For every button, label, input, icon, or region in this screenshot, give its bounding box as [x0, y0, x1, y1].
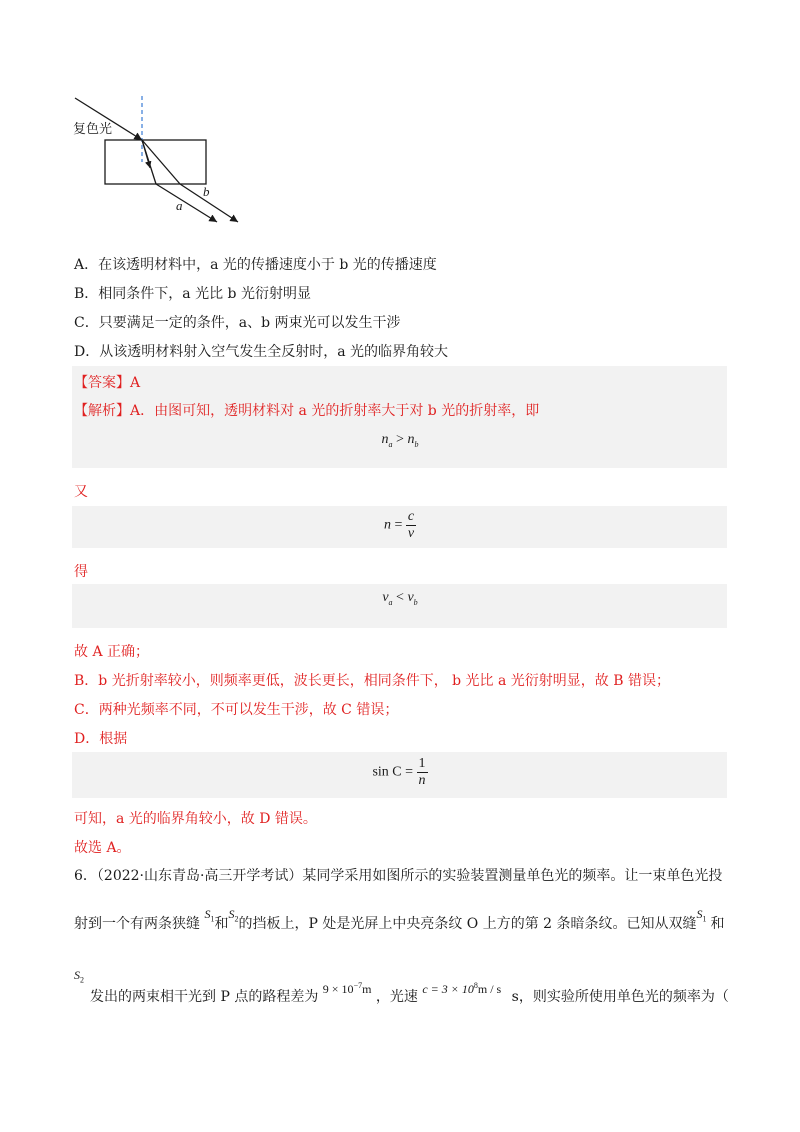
label-a: a: [176, 198, 183, 213]
text-de: 得: [74, 564, 88, 580]
refraction-diagram: [70, 92, 250, 232]
equation-4: sin C = $\frac{1}{n}$: [372, 756, 426, 788]
equation-1: $n_a > n_b$: [381, 432, 419, 449]
glass-block: [105, 140, 206, 184]
line-e: 可知，a 光的临界角较小，故 D 错误。: [74, 811, 317, 827]
analysis-text: 【解析】A．由图可知，透明材料对 a 光的折射率大于对 b 光的折射率，即: [74, 403, 540, 419]
line-b: B．b 光折射率较小，则频率更低，波长更长，相同条件下， b 光比 a 光衍射明显，故 B 错误；: [74, 673, 670, 689]
equation-2: n = $\frac{c}{v}$: [383, 509, 415, 541]
option-c: C．只要满足一定的条件，a、b 两束光可以发生干涉: [74, 315, 401, 331]
line-a: 故 A 正确；: [74, 644, 150, 660]
label-light: 复色光: [73, 122, 113, 137]
s2-label: $S_2$: [74, 968, 84, 985]
option-a: A．在该透明材料中，a 光的传播速度小于 b 光的传播速度: [74, 257, 437, 273]
answer-label: 【答案】A: [74, 375, 141, 391]
option-d: D．从该透明材料射入空气发生全反射时，a 光的临界角较大: [74, 344, 449, 360]
equation-3: $v_a < v_b$: [382, 590, 418, 607]
refraction-figure: [70, 92, 250, 232]
option-b: B．相同条件下，a 光比 b 光衍射明显: [74, 286, 311, 302]
question6-line2: 射到一个有两条狭缝 $S_1$和$S_2$的挡板上，P 处是光屏上中央亮条纹 O 上方的第 2 条暗条纹。已知从双缝$S_1$ 和: [74, 907, 725, 932]
text-you: 又: [74, 484, 88, 500]
question6-line1: 6．（2022·山东青岛·高三开学考试）某同学采用如图所示的实验装置测量单色光的频率。让一束单色光投: [74, 868, 723, 884]
line-d: D．根据: [74, 731, 128, 747]
label-b: b: [203, 184, 210, 199]
question6-line3: 发出的两束相干光到 P 点的路程差为 $9 \times 10^{-7}m$ ，光速 $c = 3 \times 10^8m / s$ s，则实验所使用单色光的频率为（: [90, 981, 729, 1005]
ray-b-inside: [142, 140, 180, 184]
line-c: C．两种光频率不同，不可以发生干涉，故 C 错误；: [74, 702, 399, 718]
line-f: 故选 A。: [74, 840, 131, 856]
